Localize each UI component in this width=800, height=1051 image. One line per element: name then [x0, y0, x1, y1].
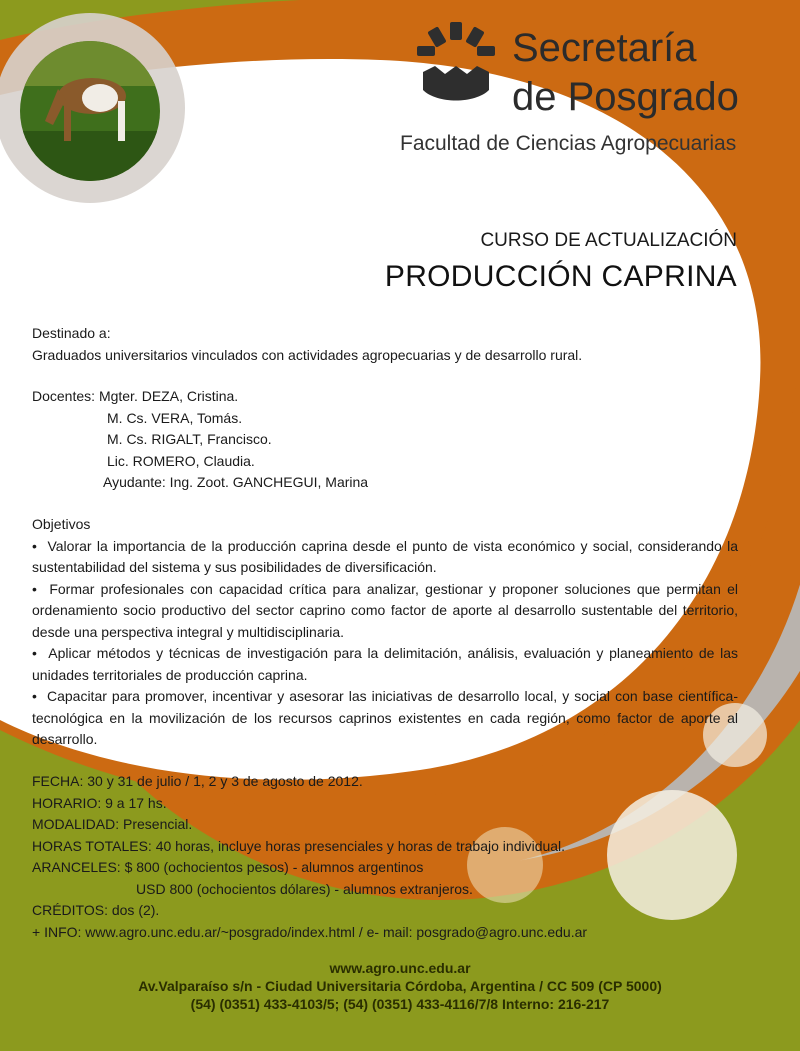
bullet-icon: •	[32, 580, 50, 597]
audience-text: Graduados universitarios vinculados con actividades agropecuarias y de desarrollo rural.	[32, 346, 583, 363]
detail-modalidad: MODALIDAD: Presencial.	[32, 816, 193, 832]
wheat-hands-logo	[415, 20, 497, 112]
detail-creditos: CRÉDITOS: dos (2).	[32, 902, 160, 918]
objective-item: • Formar profesionales con capacidad crítica para analizar, gestionar y proponer soluciones que permitan el ordenamiento socio productivo del sector caprino como factor de aporte al desarrollo sustentable del territorio, desde una perspectiva integral y multidisciplinaria.	[32, 580, 738, 640]
course-kicker: CURSO DE ACTUALIZACIÓN	[480, 230, 737, 251]
teachers-first-line	[32, 386, 738, 408]
goat-photo	[20, 41, 160, 181]
objective-item: • Valorar la importancia de la producción caprina desde el punto de vista económico y social, considerando la sustentabilidad del sistema y sus posibilidades de diversificación.	[32, 537, 738, 575]
objectives-section	[32, 514, 738, 751]
objective-item: • Capacitar para promover, incentivar y asesorar las iniciativas de desarrollo local, y social con base científica-tecnológica en la movilización de los recursos caprinos existentes en cada región, como factor de aporte al desarrollo.	[32, 688, 738, 747]
teacher-item: Lic. ROMERO, Claudia.	[107, 452, 255, 469]
bullet-icon: •	[32, 537, 48, 554]
bullet-icon: •	[32, 688, 47, 704]
detail-horario: HORARIO: 9 a 17 hs.	[32, 794, 167, 811]
brand-line-2: de Posgrado	[512, 75, 739, 119]
teacher-item: M. Cs. RIGALT, Francisco.	[107, 431, 272, 447]
footer-web[interactable]: www.agro.unc.edu.ar	[329, 960, 471, 976]
teacher-item: M. Cs. VERA, Tomás.	[107, 409, 243, 426]
detail-info[interactable]: + INFO: www.agro.unc.edu.ar/~posgrado/index.html / e- mail: posgrado@agro.unc.edu.ar	[32, 923, 588, 940]
objective-item: • Aplicar métodos y técnicas de investigación para la delimitación, análisis, evaluación y planeamiento de las unidades territoriales de producción caprina.	[32, 645, 738, 683]
teacher-item: Mgter. DEZA, Cristina.	[98, 388, 239, 404]
detail-fecha: FECHA: 30 y 31 de julio / 1, 2 y 3 de agosto de 2012.	[32, 773, 363, 789]
teachers-section	[32, 386, 738, 494]
details-section	[32, 771, 738, 943]
bullet-icon: •	[32, 645, 49, 661]
footer	[0, 959, 800, 1013]
detail-aranceles-2: USD 800 (ochocientos dólares) - alumnos extranjeros.	[136, 880, 473, 897]
brand-line-1: Secretaría	[512, 26, 697, 70]
detail-horas: HORAS TOTALES: 40 horas, incluye horas presenciales y horas de trabajo individual.	[32, 837, 566, 854]
footer-phones: (54) (0351) 433-4103/5; (54) (0351) 433-4116/7/8 Interno: 216-217	[190, 996, 610, 1012]
detail-aranceles-1: ARANCELES: $ 800 (ochocientos pesos) - alumnos argentinos	[32, 859, 424, 875]
course-title: PRODUCCIÓN CAPRINA	[384, 260, 737, 293]
audience-label: Destinado a:	[32, 325, 111, 341]
objectives-label: Objetivos	[32, 516, 91, 532]
assistant-item: Ayudante: Ing. Zoot. GANCHEGUI, Marina	[103, 474, 369, 490]
audience-section	[32, 323, 738, 366]
footer-address: Av.Valparaíso s/n - Ciudad Universitaria Córdoba, Argentina / CC 509 (CP 5000)	[138, 978, 662, 994]
teachers-label: Docentes:	[32, 388, 99, 404]
faculty-name: Facultad de Ciencias Agropecuarias	[400, 132, 737, 155]
